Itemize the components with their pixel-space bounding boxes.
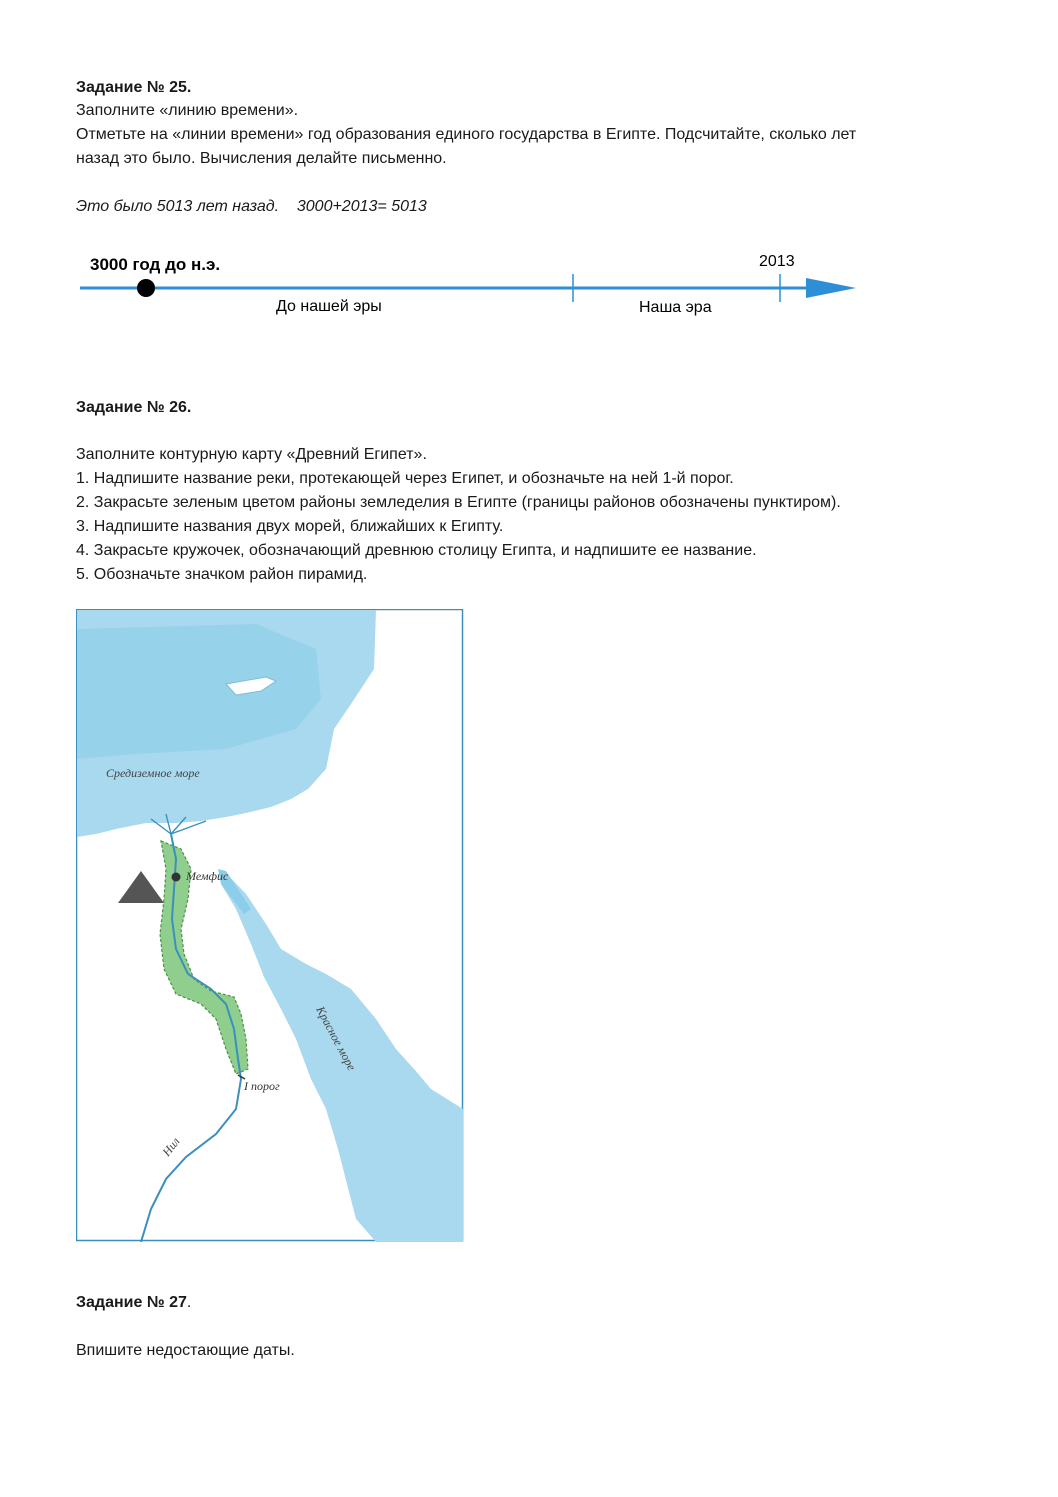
task25-line2: Отметьте на «линии времени» год образования единого государства в Египте. Подсчитайте, сколько лет (76, 126, 857, 143)
task25-answer: Это было 5013 лет назад. 3000+2013= 5013 (76, 198, 427, 215)
task25-line3: назад это было. Вычисления делайте письменно. (76, 150, 447, 167)
timeline-ce-label: Наша эра (639, 299, 712, 316)
timeline-end-label: 2013 (759, 253, 795, 270)
memphis-dot (172, 873, 181, 882)
task27-title (76, 1291, 191, 1315)
task27-title-dot: . (186, 1294, 192, 1311)
task25-line1: Заполните «линию времени». (76, 102, 299, 119)
task26-item-4: 4. Закрасьте кружочек, обозначающий древнюю столицу Египта, и надпишите ее название. (76, 542, 757, 559)
task26-intro: Заполните контурную карту «Древний Египет». (76, 446, 427, 463)
cataract-label: I порог (244, 1079, 280, 1093)
task27-title-text: Задание № 27 (76, 1294, 187, 1311)
task26-title: Задание № 26. (76, 399, 192, 416)
nile-label: Нил (159, 1134, 183, 1159)
task26-item-5: 5. Обозначьте значком район пирамид. (76, 566, 368, 583)
timeline-arrow (806, 278, 856, 298)
timeline-start-label: 3000 год до н.э. (90, 255, 221, 274)
timeline (76, 236, 866, 346)
mediterranean-label: Средиземное море (106, 766, 200, 780)
timeline-bce-label: До нашей эры (276, 298, 382, 315)
task26-item-1: 1. Надпишите название реки, протекающей через Египет, и обозначьте на ней 1-й порог. (76, 470, 734, 487)
egypt-map (76, 609, 464, 1242)
task26-item-3: 3. Надпишите названия двух морей, ближайших к Египту. (76, 518, 504, 535)
memphis-label: Мемфис (186, 869, 229, 883)
task25-title: Задание № 25. (76, 79, 192, 96)
timeline-3000bc-point (137, 279, 155, 297)
red-sea-label: Красное море (313, 1003, 359, 1073)
task27-text: Впишите недостающие даты. (76, 1342, 295, 1359)
task26-item-2: 2. Закрасьте зеленым цветом районы земледелия в Египте (границы районов обозначены пунктиром). (76, 494, 841, 511)
